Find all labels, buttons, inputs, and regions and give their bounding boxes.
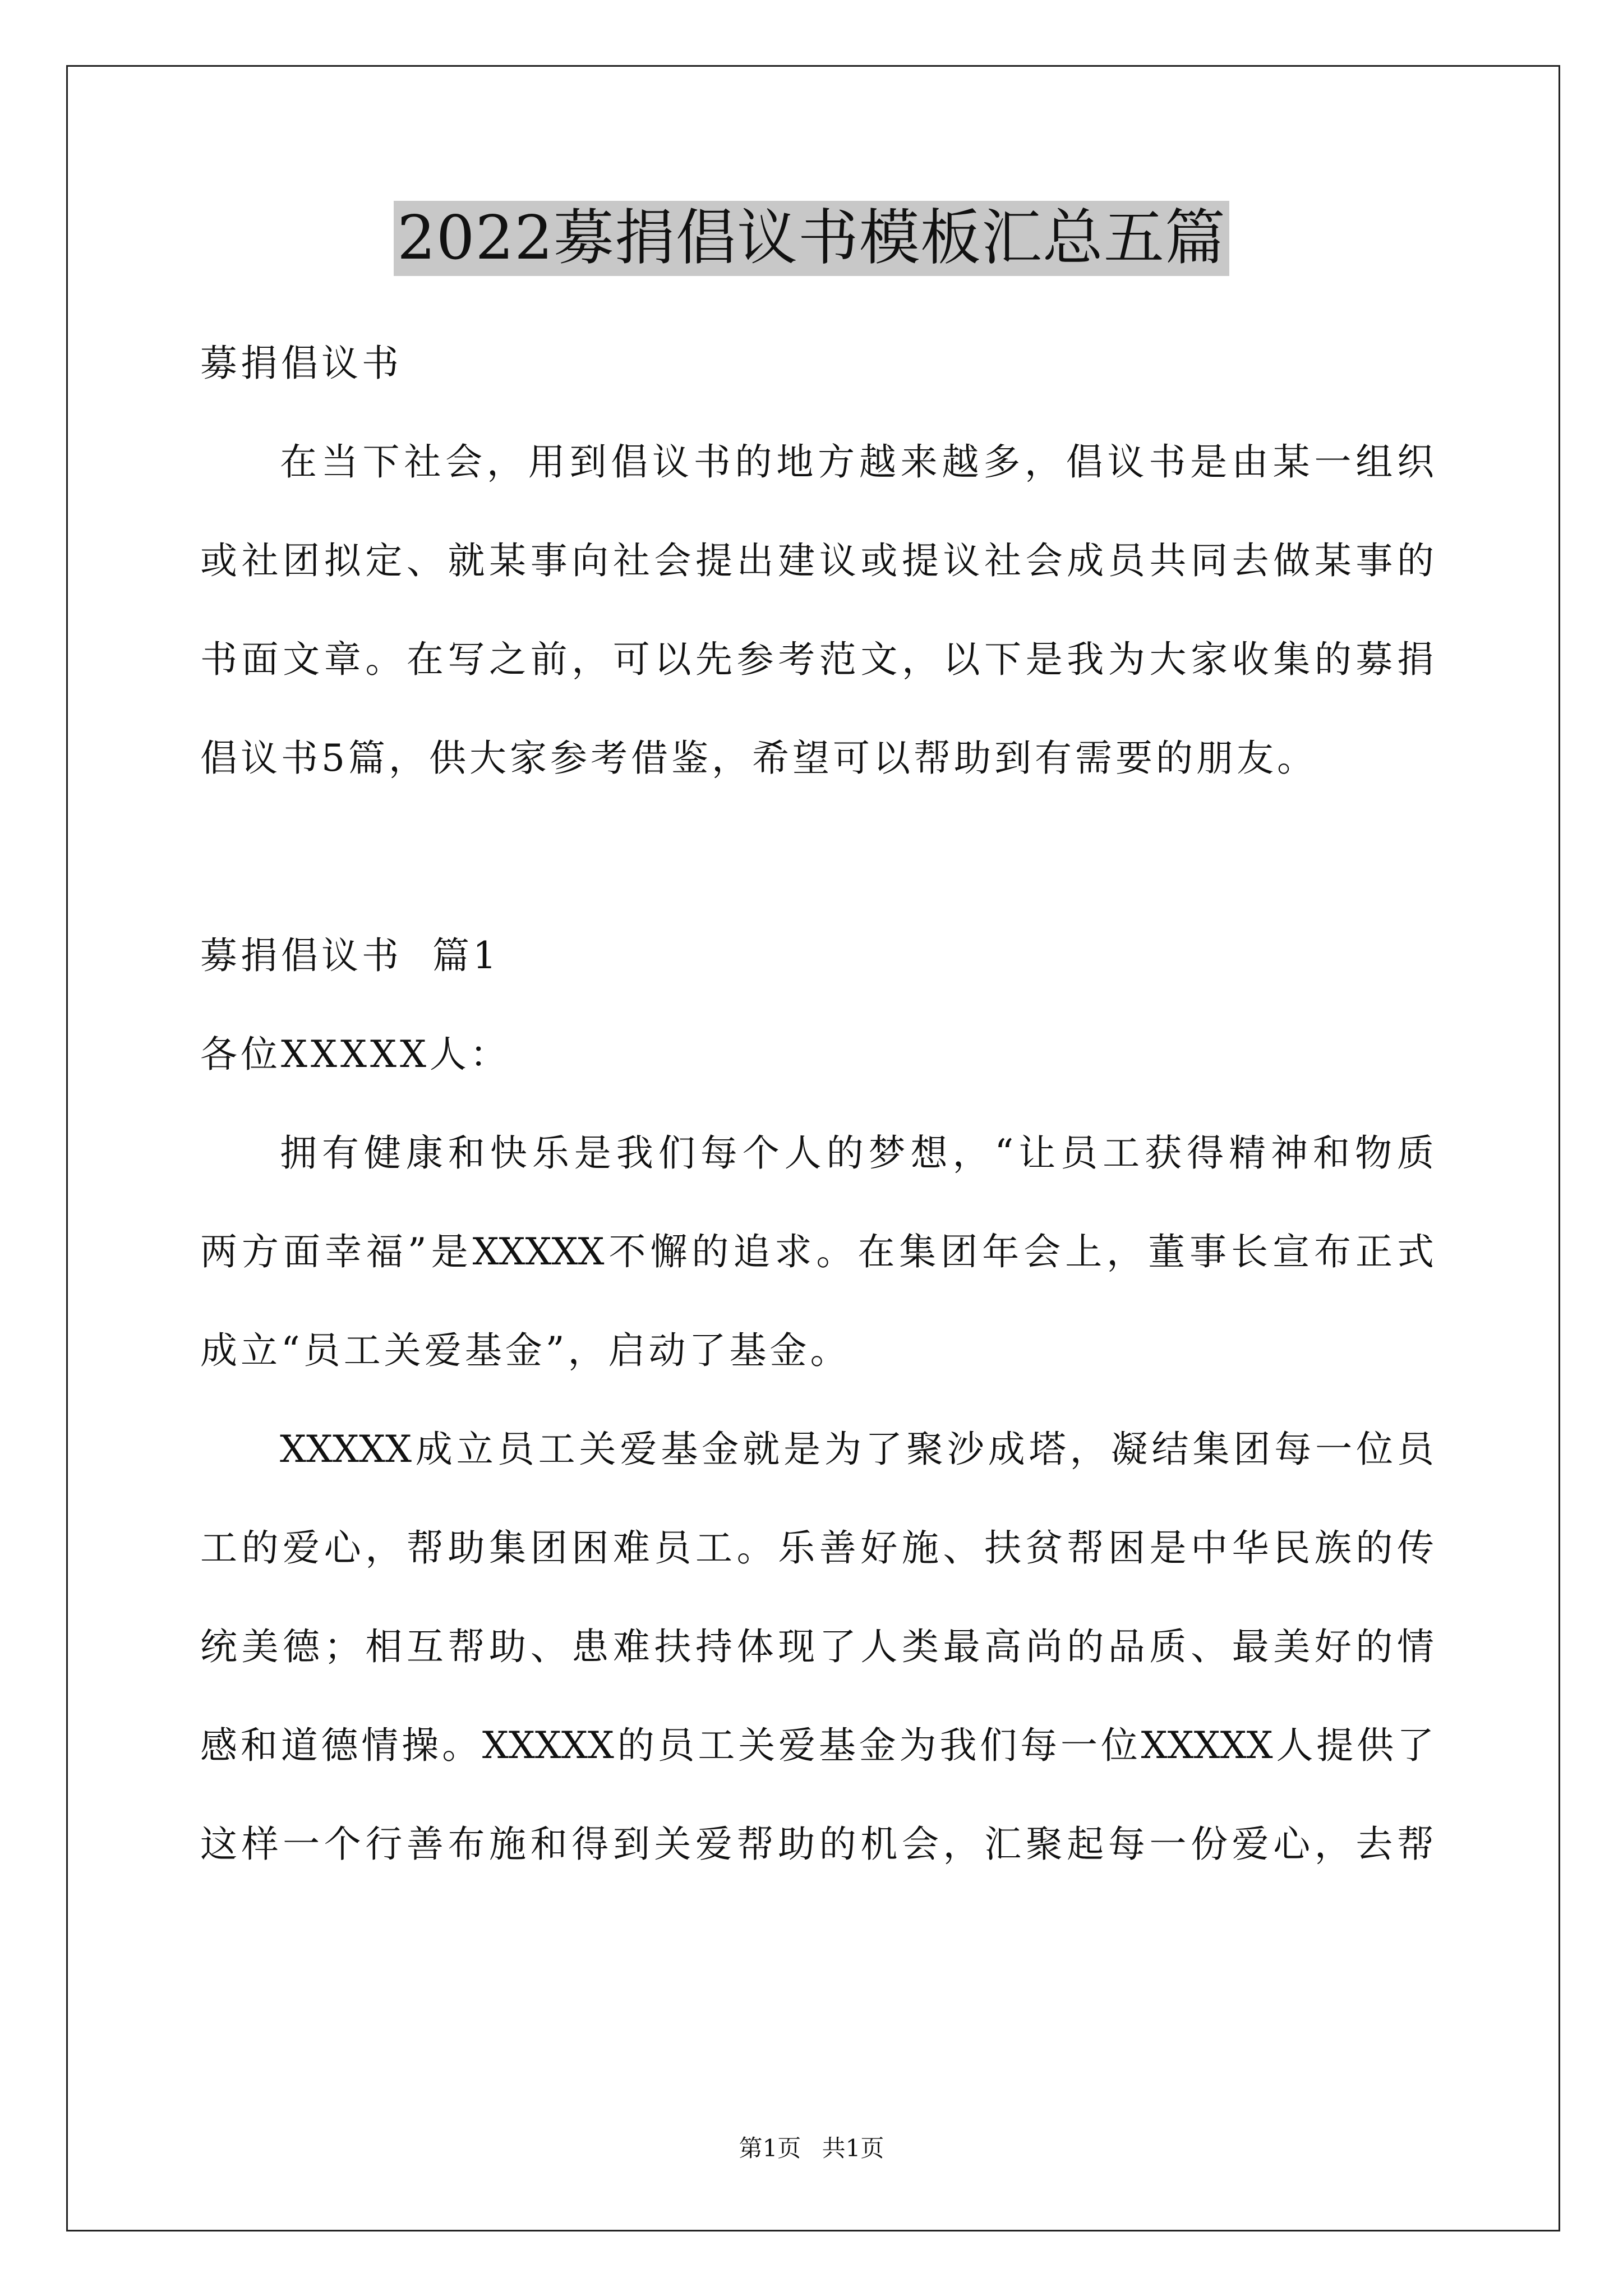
paragraph-line: XXXXX成立员工关爱基金就是为了聚沙成塔，凝结集团每一位员 [280, 1428, 1434, 1471]
intro-line: 在当下社会，用到倡议书的地方越来越多，倡议书是由某一组织 [280, 440, 1434, 484]
paragraph-line: 感和道德情操。XXXXX的员工关爱基金为我们每一位XXXXX人提供了 [200, 1724, 1434, 1767]
page-number-total: 共1页 [822, 2134, 884, 2162]
paragraph-line: 工的爱心，帮助集团困难员工。乐善好施、扶贫帮困是中华民族的传 [200, 1526, 1434, 1570]
paragraph-line: 这样一个行善布施和得到关爱帮助的机会，汇聚起每一份爱心，去帮 [200, 1823, 1434, 1866]
document-body [200, 314, 1434, 1894]
document-title: 2022募捐倡议书模板汇总五篇 [394, 201, 1229, 276]
paragraph-line: 成立“员工关爱基金”，启动了基金。 [200, 1329, 851, 1372]
section-heading: 募捐倡议书 篇1 [200, 934, 500, 977]
paragraph-line: 统美德；相互帮助、患难扶持体现了人类最高尚的品质、最美好的情 [200, 1625, 1434, 1668]
paragraph-line: 拥有健康和快乐是我们每个人的梦想，“让员工获得精神和物质 [280, 1131, 1434, 1175]
page-footer [0, 2132, 1623, 2165]
salutation: 各位XXXXX人： [200, 1033, 510, 1076]
intro-heading: 募捐倡议书 [200, 342, 402, 385]
page-number-current: 第1页 [739, 2134, 801, 2162]
intro-line: 或社团拟定、就某事向社会提出建议或提议社会成员共同去做某事的 [200, 539, 1434, 582]
intro-line: 倡议书5篇，供大家参考借鉴，希望可以帮助到有需要的朋友。 [200, 737, 1317, 780]
section-gap [200, 808, 1434, 907]
paragraph-line: 两方面幸福”是XXXXX不懈的追求。在集团年会上，董事长宣布正式 [200, 1230, 1434, 1273]
title-container [0, 201, 1623, 276]
intro-line: 书面文章。在写之前，可以先参考范文，以下是我为大家收集的募捐 [200, 638, 1434, 681]
